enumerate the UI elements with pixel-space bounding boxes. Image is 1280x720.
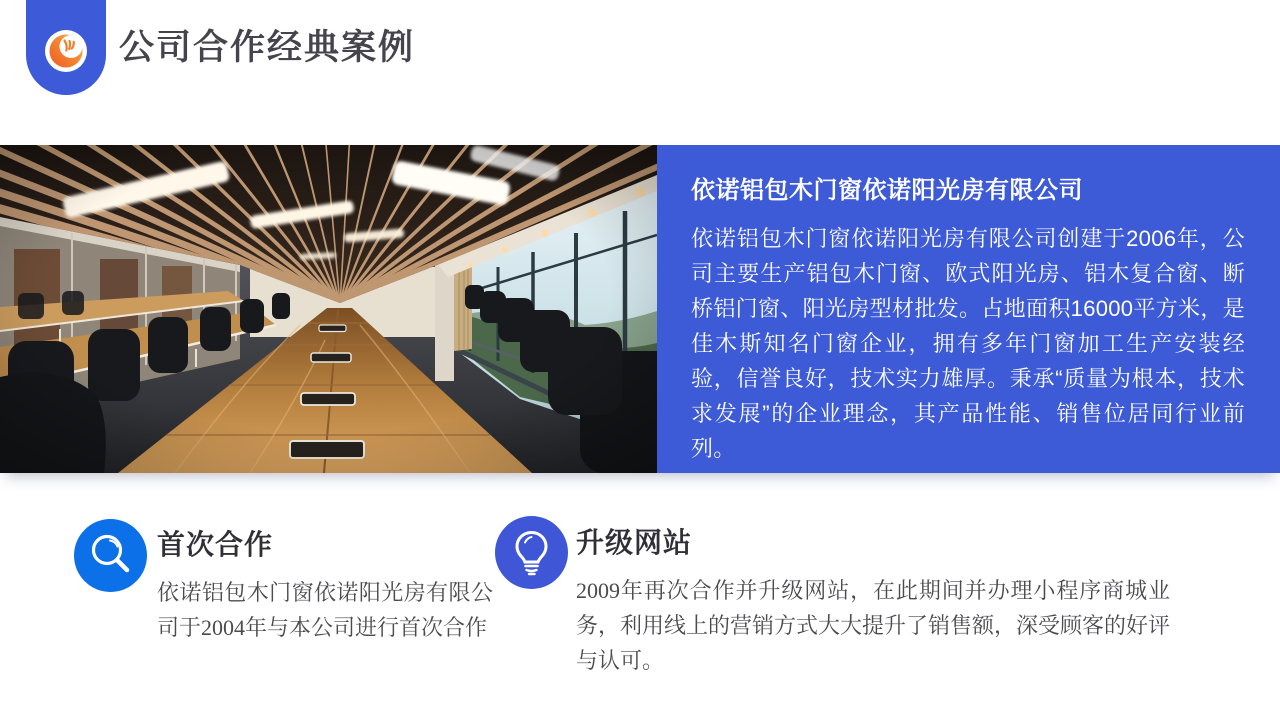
milestone-first-cooperation (157, 531, 493, 645)
header-badge (26, 0, 106, 95)
lightbulb-icon (495, 516, 568, 589)
content-band (0, 145, 1280, 473)
company-name: 依诺铝包木门窗依诺阳光房有限公司 (691, 177, 1083, 204)
company-info-panel (657, 145, 1280, 473)
milestone-title: 升级网站 (576, 528, 693, 559)
milestone-body: 2009年再次合作并升级网站，在此期间并办理小程序商城业务，利用线上的营销方式大大提升了销售额，深受顾客的好评与认可。 (576, 577, 1171, 673)
office-interior-photo (0, 145, 657, 473)
milestone-title: 首次合作 (157, 530, 274, 561)
milestone-website-upgrade (576, 529, 1170, 678)
search-icon (74, 519, 147, 592)
milestone-body: 依诺铝包木门窗依诺阳光房有限公司于2004年与本公司进行首次合作 (157, 579, 493, 640)
crescent-logo-icon (45, 30, 87, 72)
company-description: 依诺铝包木门窗依诺阳光房有限公司创建于2006年，公司主要生产铝包木门窗、欧式阳光房、铝木复合窗、断桥铝门窗、阳光房型材批发。占地面积16000平方米，是佳木斯知名门窗企业，拥有多年门窗加工生产安装经验，信誉良好，技术实力雄厚。秉承“质量为根本，技术求发展”的企业理念，其产品性能、销售位居同行业前列。 (691, 226, 1245, 461)
page-title: 公司合作经典案例 (119, 28, 416, 67)
